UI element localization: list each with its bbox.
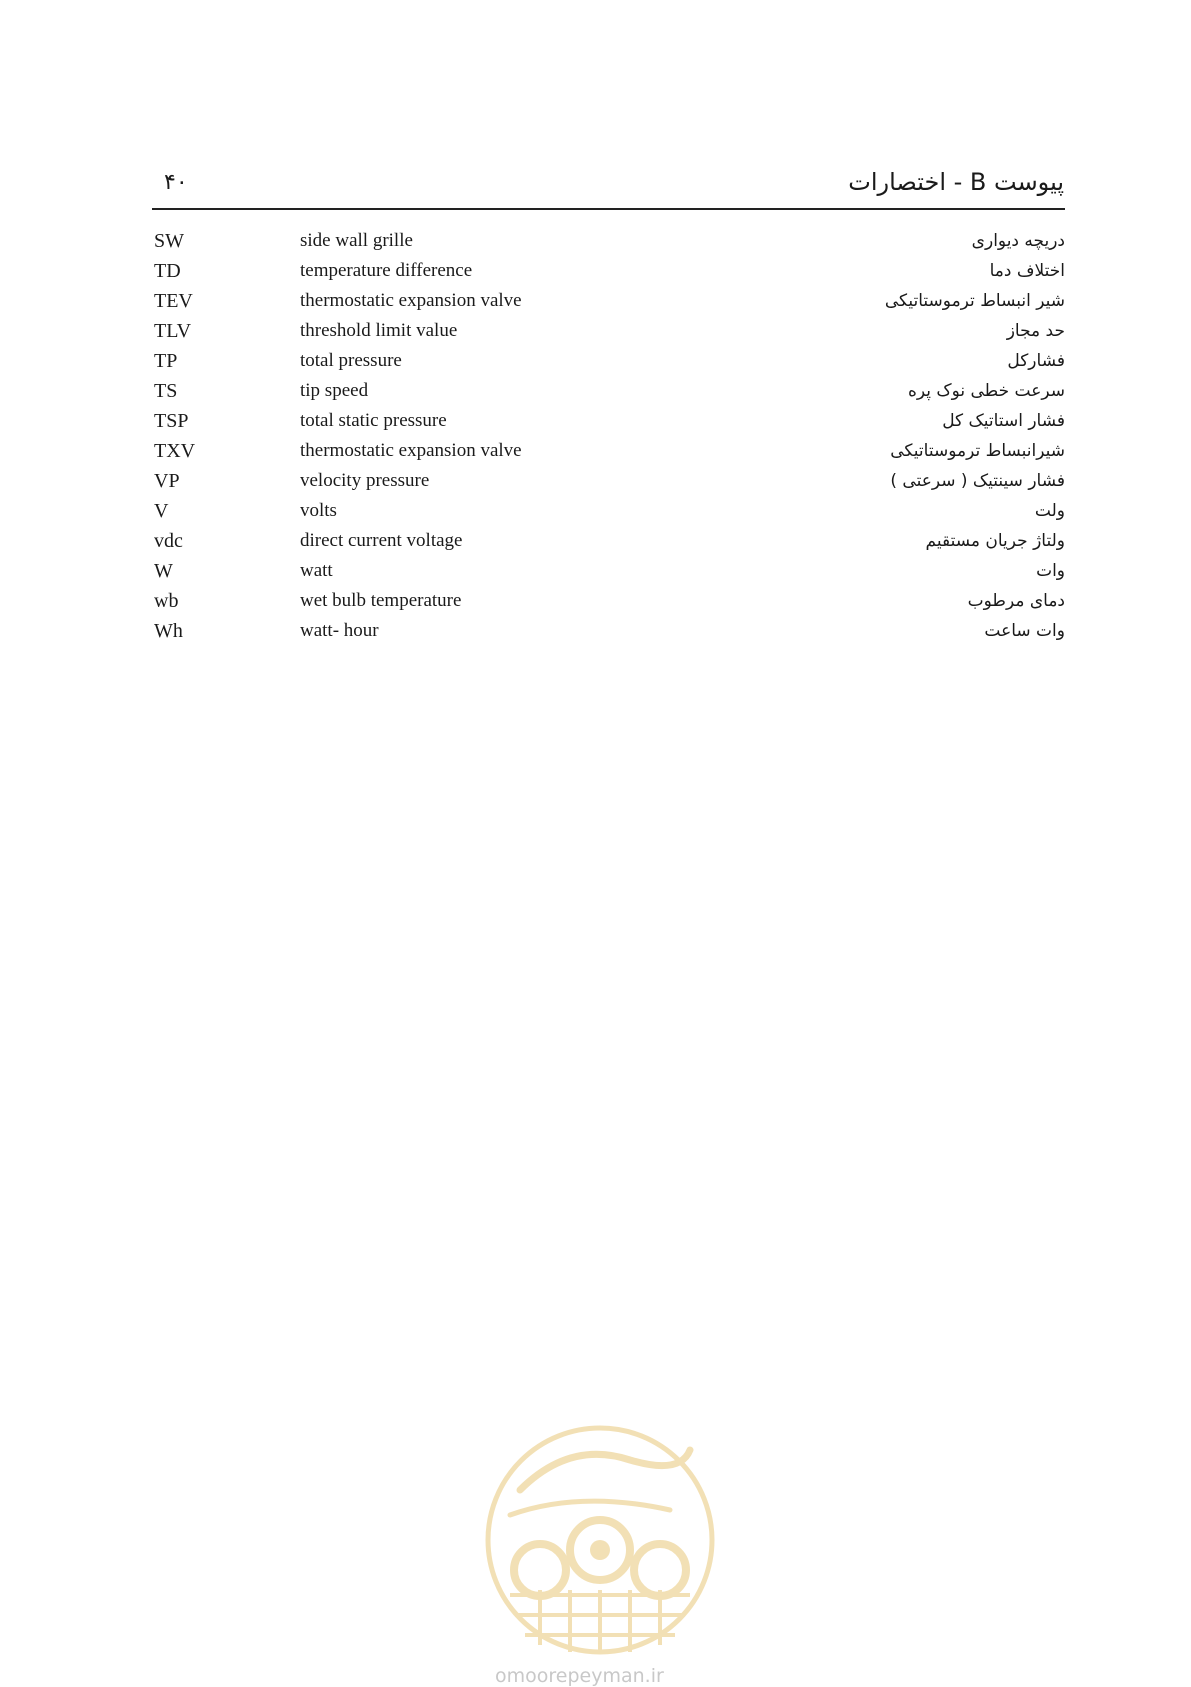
watermark-logo <box>480 1420 720 1660</box>
abbreviation-code: TD <box>154 260 181 282</box>
english-term: watt <box>300 560 333 581</box>
persian-term: شیرانبساط ترموستاتیکی <box>890 441 1065 461</box>
table-row <box>152 286 1065 316</box>
english-term: temperature difference <box>300 260 473 281</box>
table-row <box>152 496 1065 526</box>
english-term: tip speed <box>300 380 369 401</box>
english-term: side wall grille <box>300 230 413 251</box>
persian-term: ولتاژ جریان مستقیم <box>925 531 1065 551</box>
english-term: wet bulb temperature <box>300 590 462 611</box>
abbreviation-code: SW <box>154 230 184 252</box>
english-term: total pressure <box>300 350 402 371</box>
persian-term: وات <box>1036 561 1065 581</box>
table-row <box>152 526 1065 556</box>
persian-term: ولت <box>1034 501 1065 521</box>
abbreviation-code: TXV <box>154 440 196 462</box>
table-row <box>152 256 1065 286</box>
persian-term: فشارکل <box>1007 351 1065 371</box>
abbreviation-code: TLV <box>154 320 192 342</box>
persian-term: دریچه دیواری <box>971 231 1065 251</box>
persian-term: دمای مرطوب <box>967 591 1065 611</box>
abbreviation-code: TSP <box>154 410 189 432</box>
english-term: volts <box>300 500 337 521</box>
abbreviation-code: W <box>154 560 173 582</box>
table-row <box>152 616 1065 646</box>
english-term: thermostatic expansion valve <box>300 440 522 461</box>
english-term: watt- hour <box>300 620 379 641</box>
english-term: direct current voltage <box>300 530 463 551</box>
table-row <box>152 556 1065 586</box>
table-row <box>152 406 1065 436</box>
table-row <box>152 376 1065 406</box>
table-row <box>152 466 1065 496</box>
abbreviation-code: TS <box>154 380 178 402</box>
persian-term: فشار سینتیک ( سرعتی ) <box>890 471 1065 491</box>
english-term: velocity pressure <box>300 470 430 491</box>
abbreviation-code: TP <box>154 350 178 372</box>
table-row <box>152 346 1065 376</box>
table-row <box>152 316 1065 346</box>
persian-term: حد مجاز <box>1006 321 1065 341</box>
abbreviation-code: wb <box>154 590 179 612</box>
table-row <box>152 436 1065 466</box>
table-row <box>152 226 1065 256</box>
persian-term: اختلاف دما <box>989 261 1065 281</box>
english-term: thermostatic expansion valve <box>300 290 522 311</box>
page-header-title: پیوست B - اختصارات <box>848 168 1064 196</box>
watermark-url: omoorepeyman.ir <box>495 1665 664 1687</box>
page-number: ۴۰ <box>164 170 188 195</box>
abbreviation-code: TEV <box>154 290 193 312</box>
abbreviation-code: Wh <box>154 620 183 642</box>
persian-term: شیر انبساط ترموستاتیکی <box>884 291 1065 311</box>
abbreviation-table <box>152 226 1065 646</box>
abbreviation-code: V <box>154 500 169 522</box>
persian-term: فشار استاتیک کل <box>942 411 1065 431</box>
header-rule <box>152 208 1065 210</box>
persian-term: سرعت خطی نوک پره <box>907 381 1065 401</box>
abbreviation-code: VP <box>154 470 180 492</box>
abbreviation-code: vdc <box>154 530 183 552</box>
table-row <box>152 586 1065 616</box>
english-term: threshold limit value <box>300 320 458 341</box>
persian-term: وات ساعت <box>984 621 1065 641</box>
english-term: total static pressure <box>300 410 447 431</box>
